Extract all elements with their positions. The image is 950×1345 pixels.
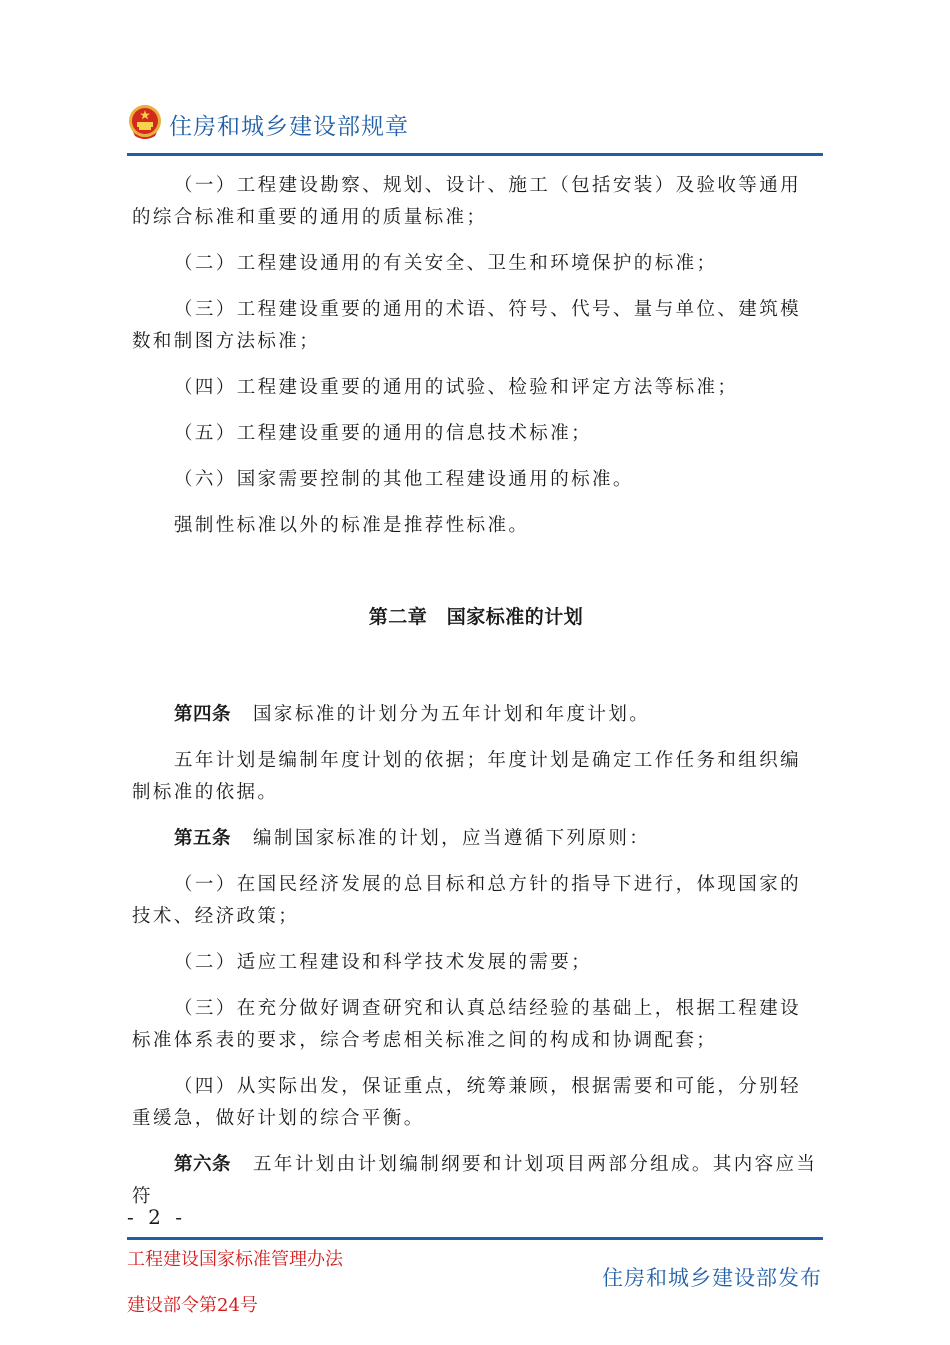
footer-doc-title: 工程建设国家标准管理办法	[127, 1249, 343, 1270]
paragraph: （三）工程建设重要的通用的术语、符号、代号、量与单位、建筑模数和制图方法标准；	[132, 299, 802, 352]
paragraph: （一）工程建设勘察、规划、设计、施工（包括安装）及验收等通用的综合标准和重要的通用的质量标准；	[132, 175, 802, 228]
header-title: 住房和城乡建设部规章	[169, 114, 409, 140]
paragraph: （三）在充分做好调查研究和认真总结经验的基础上，根据工程建设标准体系表的要求，综合考虑相关标准之间的构成和协调配套；	[132, 998, 802, 1051]
paragraph: （一）在国民经济发展的总目标和总方针的指导下进行，体现国家的技术、经济政策；	[132, 874, 802, 927]
paragraph: （二）适应工程建设和科学技术发展的需要；	[174, 952, 593, 973]
article-text: 编制国家标准的计划，应当遵循下列原则：	[253, 828, 651, 849]
paragraph: （六）国家需要控制的其他工程建设通用的标准。	[174, 469, 634, 490]
paragraph: （五）工程建设重要的通用的信息技术标准；	[174, 423, 593, 444]
footer-divider	[127, 1237, 823, 1240]
paragraph: 强制性标准以外的标准是推荐性标准。	[174, 515, 530, 536]
paragraph: （四）从实际出发，保证重点，统筹兼顾，根据需要和可能，分别轻重缓急，做好计划的综合平衡。	[132, 1076, 802, 1129]
page-header	[127, 100, 823, 156]
article-paragraph	[132, 699, 820, 731]
article-text: 五年计划由计划编制纲要和计划项目两部分组成。其内容应当符	[132, 1154, 818, 1207]
chapter-title: 第二章 国家标准的计划	[368, 606, 584, 628]
article-label: 第五条	[174, 828, 232, 849]
paragraph: 五年计划是编制年度计划的依据；年度计划是确定工作任务和组织编制标准的依据。	[132, 750, 802, 803]
paragraph: （二）工程建设通用的有关安全、卫生和环境保护的标准；	[174, 253, 718, 274]
paragraph: （四）工程建设重要的通用的试验、检验和评定方法等标准；	[174, 377, 739, 398]
footer-publisher: 住房和城乡建设部发布	[602, 1266, 822, 1290]
article-label: 第四条	[174, 704, 232, 725]
article-label: 第六条	[174, 1154, 232, 1175]
national-emblem-icon	[127, 104, 163, 142]
article-text: 国家标准的计划分为五年计划和年度计划。	[253, 704, 651, 725]
header-divider	[127, 153, 823, 156]
article-paragraph	[132, 823, 820, 855]
footer-doc-number: 建设部令第24号	[127, 1295, 258, 1316]
page-number: - 2 -	[127, 1205, 186, 1229]
article-paragraph	[132, 1149, 820, 1213]
document-body	[132, 170, 820, 1227]
